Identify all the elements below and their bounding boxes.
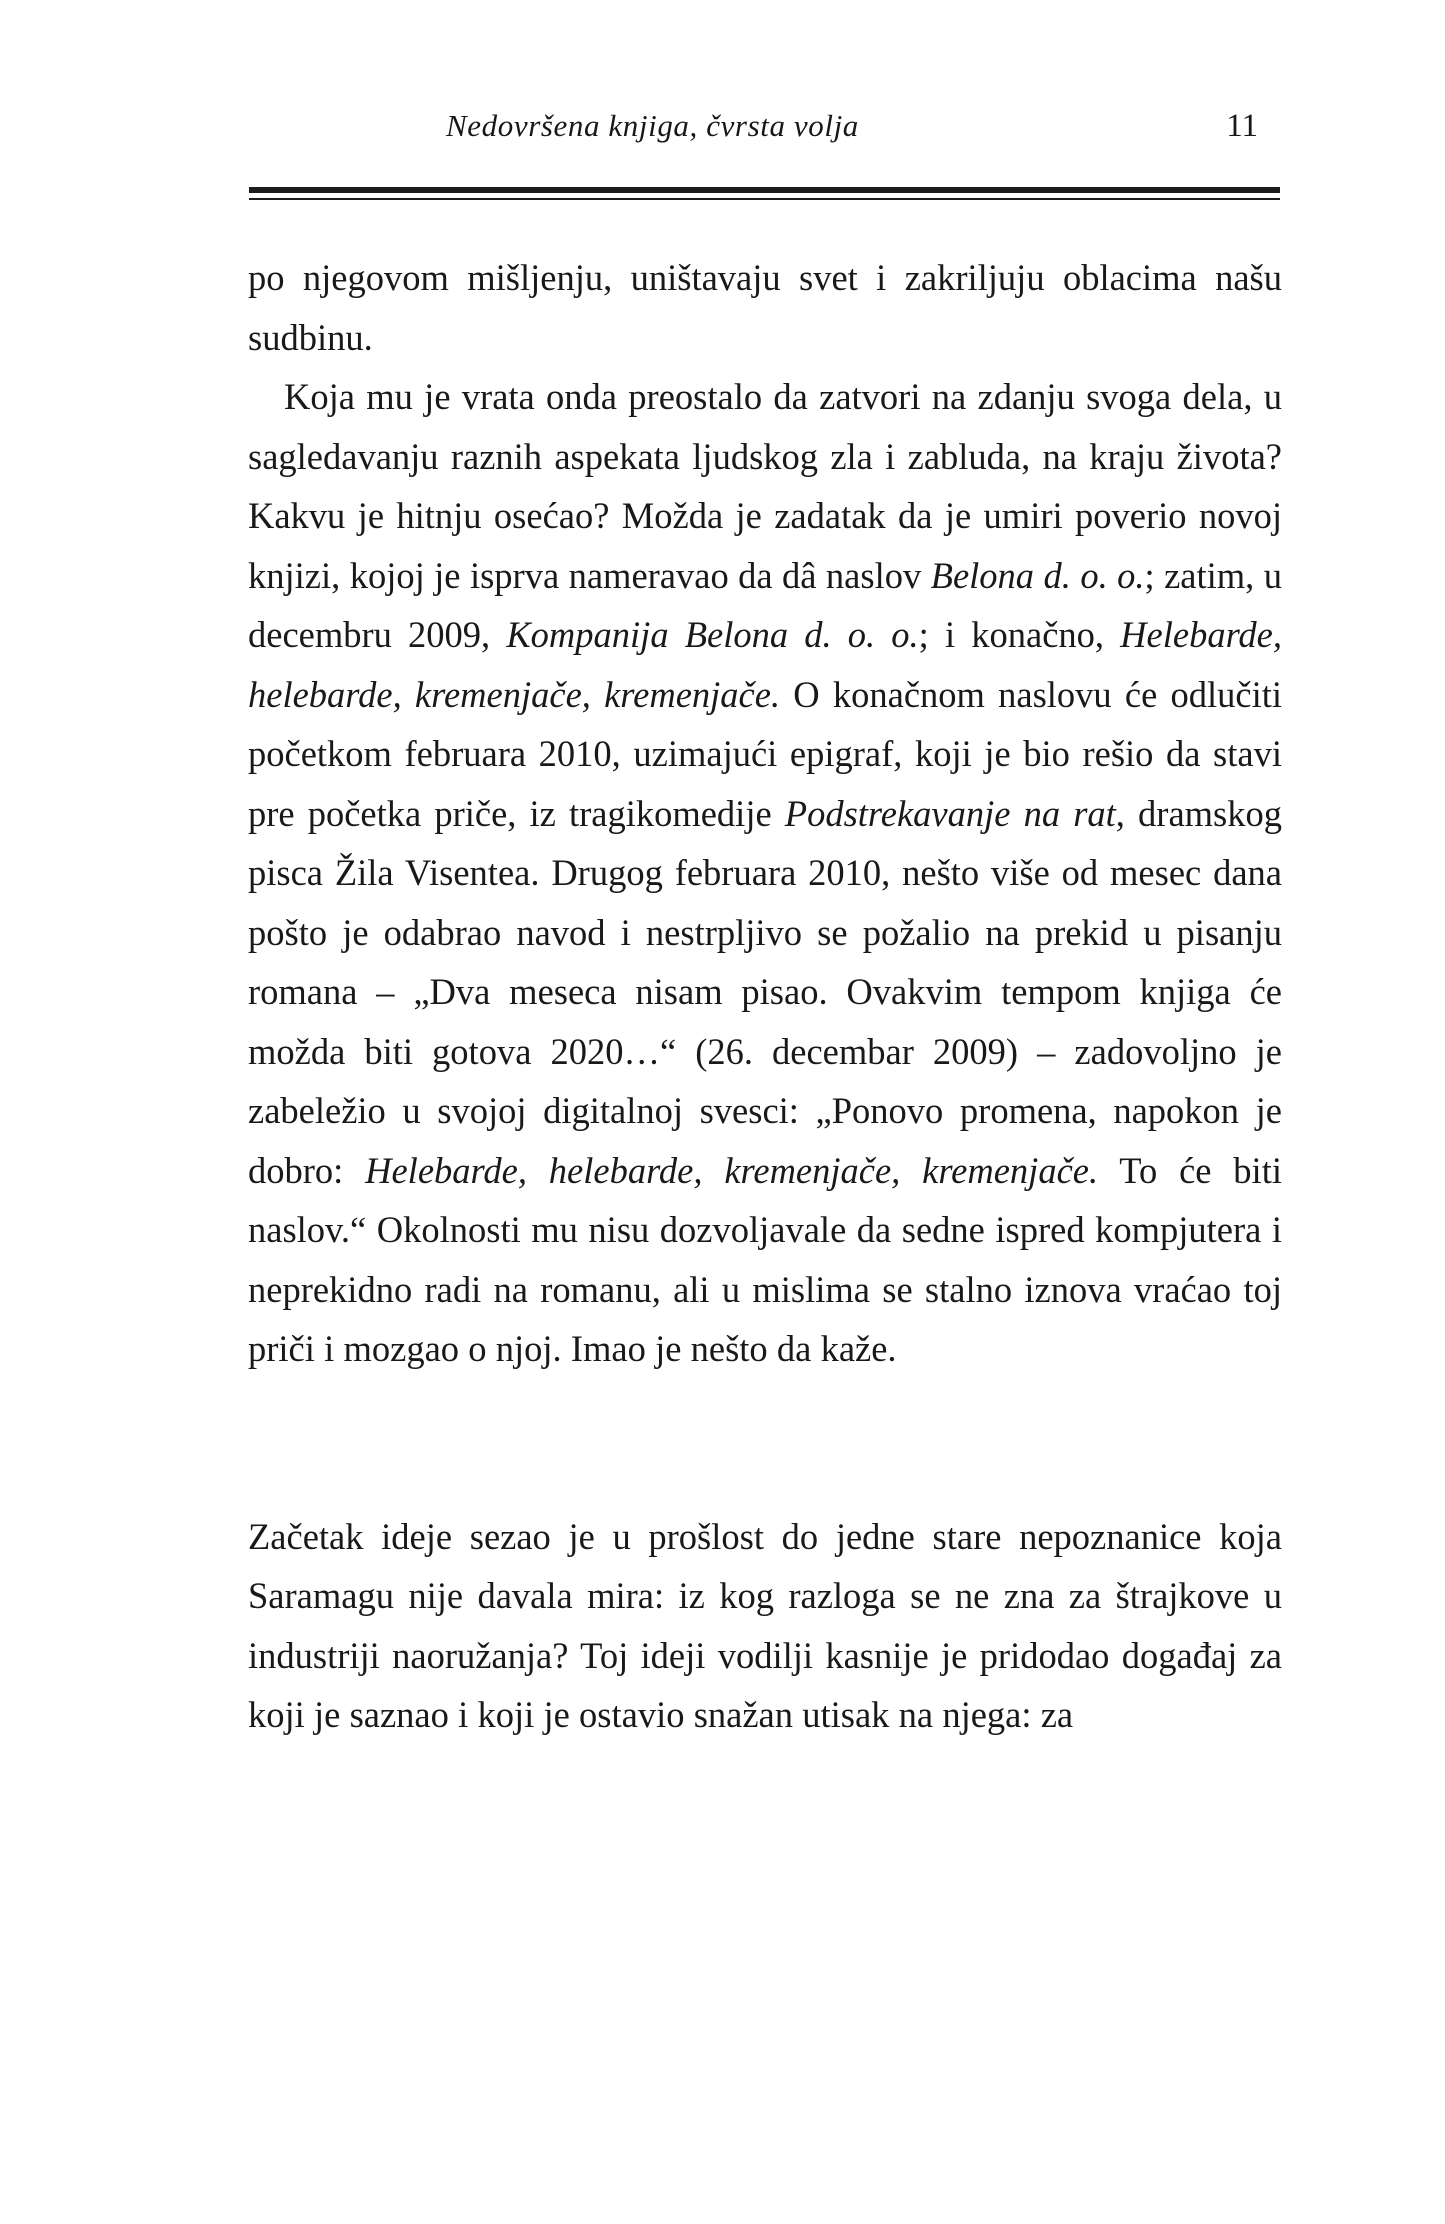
italic-title: Helebarde, helebarde, kremenjače, kremenjače.: [365, 1149, 1099, 1191]
rule-thin: [249, 198, 1280, 200]
italic-title: Podstrekavanje na rat: [784, 792, 1116, 834]
page-number: 11: [1226, 108, 1258, 144]
body-text-block: [248, 248, 1282, 1745]
paragraph-spacer: [248, 1379, 1282, 1507]
header-double-rule: [249, 187, 1280, 200]
running-head-title: Nedovršena knjiga, čvrsta volja: [446, 108, 859, 143]
paragraph-continuation: po njegovom mišljenju, uništavaju svet i zakriljuju oblacima našu sudbinu.: [248, 257, 1282, 358]
running-head: [248, 108, 1280, 145]
paragraph-main: Koja mu je vrata onda preostalo da zatvori na zdanju svoga dela, u sagledavanju raznih aspekata ljudskog zla i zabluda, na kraju života? Kakvu je hitnju osećao? Možda je zadatak da je umiri poverio novoj knjizi, kojoj je isprva nameravao da dâ naslov Belona d. o. o.; zatim, u decembru 2009, Kompanija Belona d. o. o.; i konačno, Helebarde, helebarde, kremenjače, kremenjače. O konačnom naslovu će odlučiti početkom februara 2010, uzimajući epigraf, koji je bio rešio da stavi pre početka priče, iz tragikomedije Podstrekavanje na rat, dramskog pisca Žila Visentea. Drugog februara 2010, nešto više od mesec dana pošto je odabrao navod i nestrpljivo se požalio na prekid u pisanju romana – „Dva meseca nisam pisao. Ovakvim tempom knjiga će možda biti gotova 2020…“ (26. decembar 2009) – zadovoljno je zabeležio u svojoj digitalnoj svesci: „Ponovo promena, napokon je dobro: Helebarde, helebarde, kremenjače, kremenjače. To će biti naslov.“ Okolnosti mu nisu dozvoljavale da sedne ispred kompjutera i neprekidno radi na romanu, ali u mislima se stalno iznova vraćao toj priči i mozgao o njoj. Imao je nešto da kaže.: [248, 376, 1282, 1369]
italic-title: Belona d. o. o.: [930, 554, 1145, 596]
paragraph-final: Začetak ideje sezao je u prošlost do jedne stare nepoznanice koja Saramagu nije davala mira: iz kog razloga se ne zna za štrajkove u industriji naoružanja? Toj ideji vodilji kasnije je pridodao događaj za koji je saznao i koji je ostavio snažan utisak na njega: za: [248, 1515, 1282, 1735]
italic-title: Helebarde, helebarde, kremenjače, kremenjače.: [248, 614, 1282, 715]
italic-title: Kompanija Belona d. o. o.: [506, 614, 919, 655]
